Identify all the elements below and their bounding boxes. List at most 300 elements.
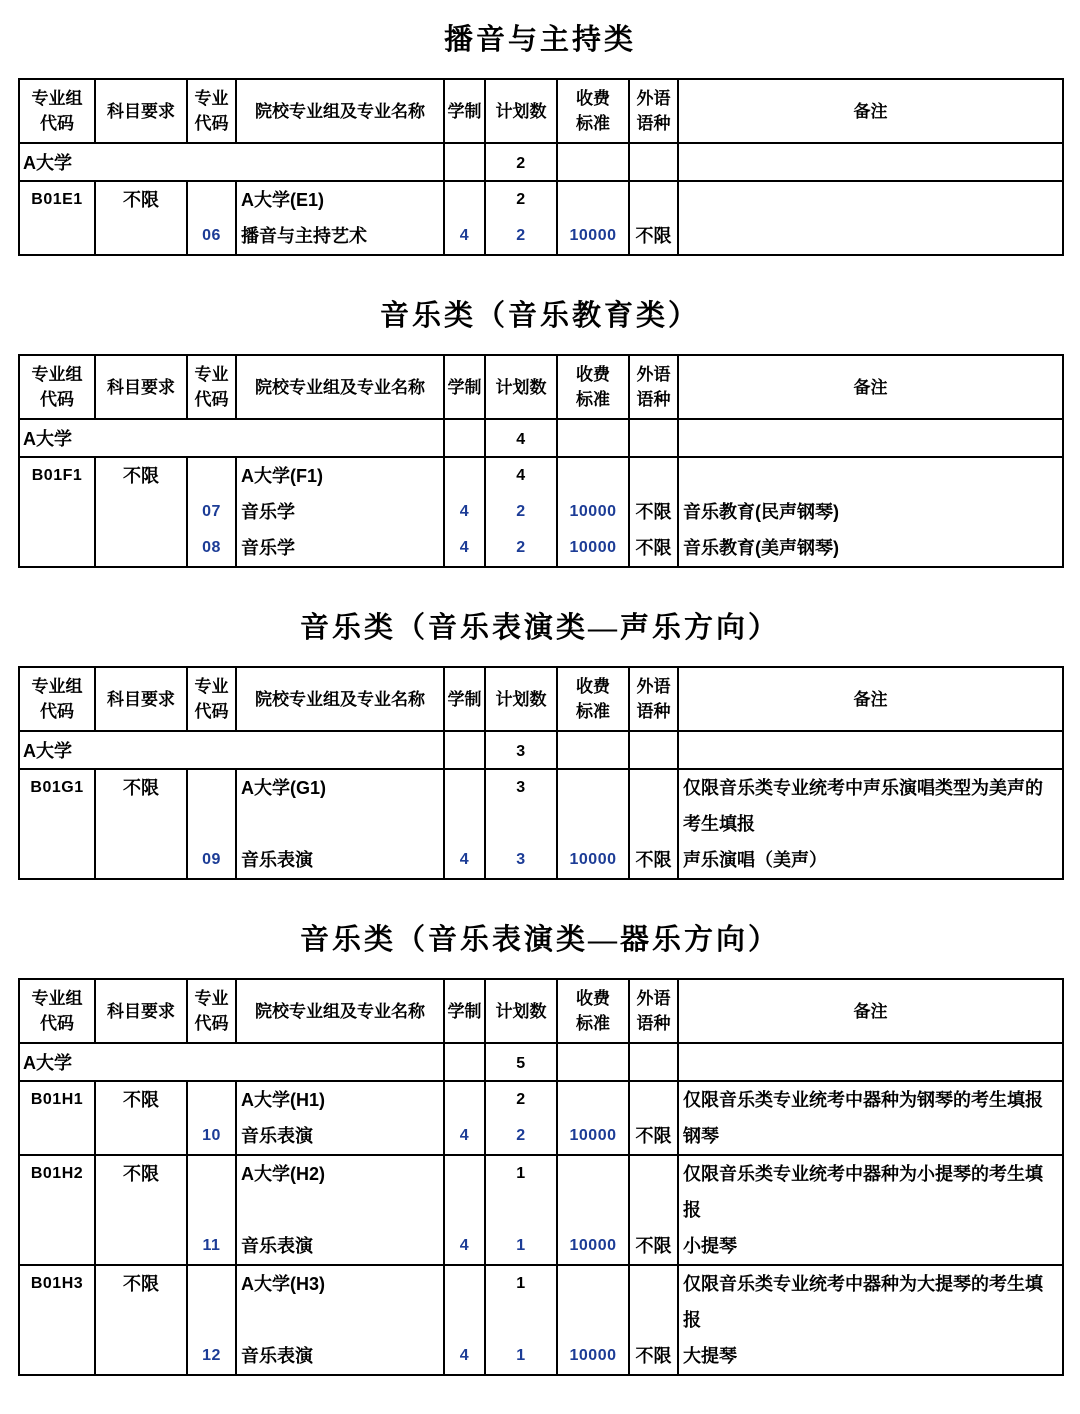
major-plan-count: 3 [516,851,526,868]
header-label: 语种 [636,1014,671,1033]
col-header-remark [678,79,1063,143]
major-fee: 10000 [569,227,617,244]
col-header-years [444,667,485,731]
group-plan-count: 1 [516,1165,526,1182]
col-header-fee [557,667,629,731]
header-label: 备注 [853,689,888,709]
cell-subject-req [95,769,187,879]
cell-remark-empty [678,1043,1063,1081]
group-name: A大学(H2) [241,1164,325,1184]
cell-group-code [19,181,95,255]
header-label: 科目要求 [107,1001,175,1021]
header-label: 收费 [576,89,610,108]
cell-major-code [187,769,236,879]
group-plan-count: 2 [516,1091,526,1108]
cell-years [444,769,485,879]
cell-fee [557,1155,629,1265]
header-label: 学制 [447,101,482,121]
cell-group-code [19,1081,95,1155]
col-header-remark [678,667,1063,731]
major-language: 不限 [635,226,672,246]
group-name: A大学(G1) [241,778,326,798]
header-label: 院校专业组及专业名称 [255,377,425,397]
header-label: 标准 [576,114,610,133]
university-row [19,143,1063,181]
cell-language-empty [629,143,678,181]
col-header-language [629,979,678,1043]
group-name: A大学(F1) [241,466,323,486]
major-language: 不限 [635,1236,672,1256]
cell-years [444,457,485,567]
cell-fee [557,1081,629,1155]
major-years: 4 [459,539,470,556]
header-label: 代码 [194,114,229,133]
col-header-subject-req [95,79,187,143]
cell-plan [485,1155,557,1265]
cell-plan [485,181,557,255]
header-label: 学制 [447,689,482,709]
cell-fee-empty [557,143,629,181]
major-language: 不限 [635,1346,672,1366]
cell-plan [485,769,557,879]
plan-table [18,78,1064,256]
col-header-plan [485,355,557,419]
col-header-name [236,355,444,419]
empty-line [558,1156,628,1228]
header-label: 代码 [194,702,229,721]
category-section-2 [18,298,1062,568]
header-label: 专业 [194,677,229,696]
major-fee: 10000 [569,539,617,556]
cell-name [236,181,444,255]
cell-years [444,1155,485,1265]
cell-plan-total [485,1043,557,1081]
group-plan-count: 2 [516,191,526,208]
col-header-subject-req [95,979,187,1043]
major-plan-count: 2 [516,1127,526,1144]
cell-years [444,1081,485,1155]
empty-line [188,770,235,842]
group-code: B01E1 [31,191,83,208]
cell-language [629,181,678,255]
col-header-language [629,79,678,143]
major-name: 音乐表演 [241,850,313,870]
group-code: B01H3 [30,1275,84,1292]
cell-fee [557,457,629,567]
cell-remark-empty [678,143,1063,181]
cell-name [236,457,444,567]
group-code: B01H1 [30,1091,84,1108]
cell-plan-total [485,143,557,181]
major-name: 音乐学 [241,538,295,558]
cell-group-code [19,769,95,879]
header-label: 学制 [447,377,482,397]
cell-university-name: A大学 [19,419,444,457]
header-label: 专业组 [31,677,83,696]
col-header-fee [557,79,629,143]
subject-requirement: 不限 [123,1090,159,1110]
cell-language [629,457,678,567]
col-header-remark [678,979,1063,1043]
cell-years-empty [444,419,485,457]
cell-subject-req [95,1081,187,1155]
university-row [19,1043,1063,1081]
header-label: 计划数 [495,689,547,709]
cell-plan-total [485,419,557,457]
header-label: 代码 [194,390,229,409]
empty-line [188,1266,235,1338]
empty-line [445,182,484,218]
header-label: 备注 [853,1001,888,1021]
major-fee: 10000 [569,1127,617,1144]
cell-fee-empty [557,1043,629,1081]
header-label: 代码 [40,114,74,133]
header-label: 院校专业组及专业名称 [255,1001,425,1021]
major-plan-count: 2 [516,227,526,244]
major-years: 4 [459,1237,470,1254]
header-label: 语种 [636,390,671,409]
header-label: 科目要求 [107,689,175,709]
table-header-row [19,355,1063,419]
header-label: 代码 [40,390,74,409]
header-label: 科目要求 [107,101,175,121]
col-header-plan [485,79,557,143]
major-code: 06 [202,227,221,244]
header-label: 专业组 [31,365,83,384]
cell-major-code [187,1265,236,1375]
empty-line [445,770,484,842]
major-language: 不限 [635,502,672,522]
university-row [19,731,1063,769]
empty-line [630,458,677,494]
major-group-row [19,769,1063,879]
empty-line [630,1082,677,1118]
col-header-subject-req [95,355,187,419]
cell-name [236,1265,444,1375]
empty-line [558,1266,628,1338]
subject-requirement: 不限 [123,190,159,210]
major-years: 4 [459,851,470,868]
cell-language [629,1081,678,1155]
header-label: 收费 [576,365,610,384]
major-code: 09 [202,851,221,868]
cell-years-empty [444,731,485,769]
cell-remark [678,181,1063,255]
header-label: 学制 [447,1001,482,1021]
major-fee: 10000 [569,1347,617,1364]
plan-table [18,354,1064,568]
empty-line [445,1266,484,1338]
major-code: 08 [202,539,221,556]
remark-line: 仅限音乐类专业统考中器种为小提琴的考生填 [683,1164,1043,1184]
cell-group-code [19,1265,95,1375]
university-plan-count: 3 [516,742,526,760]
group-remark [683,458,1048,494]
empty-line [630,770,677,842]
table-header-row [19,667,1063,731]
cell-language-empty [629,419,678,457]
major-fee: 10000 [569,503,617,520]
empty-line [445,1082,484,1118]
header-label: 备注 [853,101,888,121]
col-header-name [236,667,444,731]
university-plan-count: 4 [516,430,526,448]
cell-plan [485,1265,557,1375]
group-remark [683,1266,1048,1338]
empty-line [558,458,628,494]
cell-group-code [19,1155,95,1265]
group-name: A大学(E1) [241,190,325,210]
cell-subject-req [95,1155,187,1265]
section-title: 播音与主持类 [443,24,636,56]
group-remark [683,182,1048,218]
header-label: 外语 [636,677,671,696]
major-remark: 小提琴 [683,1236,737,1256]
cell-name [236,769,444,879]
col-header-language [629,667,678,731]
col-header-plan [485,979,557,1043]
major-remark: 声乐演唱（美声） [683,850,827,870]
major-plan-count: 1 [516,1237,526,1254]
group-code: B01H2 [30,1165,84,1182]
subject-requirement: 不限 [123,1274,159,1294]
major-years: 4 [459,503,470,520]
major-group-row [19,1081,1063,1155]
header-label: 专业 [194,89,229,108]
col-header-subject-req [95,667,187,731]
major-remark: 音乐教育(民声钢琴) [683,502,839,522]
cell-fee-empty [557,731,629,769]
header-label: 代码 [40,1014,74,1033]
header-label: 语种 [636,114,671,133]
group-name: A大学(H1) [241,1090,325,1110]
empty-line [188,458,235,494]
major-name: 音乐学 [241,502,295,522]
cell-major-code [187,457,236,567]
cell-remark [678,769,1063,879]
cell-subject-req [95,1265,187,1375]
empty-line [188,1156,235,1228]
group-plan-count: 3 [516,779,526,796]
major-remark: 钢琴 [683,1126,719,1146]
cell-language-empty [629,1043,678,1081]
university-row [19,419,1063,457]
header-label: 专业 [194,989,229,1008]
col-header-years [444,79,485,143]
empty-line [558,182,628,218]
cell-university-name: A大学 [19,1043,444,1081]
empty-line [558,1082,628,1118]
major-fee: 10000 [569,1237,617,1254]
cell-remark [678,1081,1063,1155]
header-label: 院校专业组及专业名称 [255,101,425,121]
header-label: 代码 [194,1014,229,1033]
major-plan-count: 2 [516,503,526,520]
major-years: 4 [459,227,470,244]
cell-remark [678,457,1063,567]
cell-major-code [187,181,236,255]
group-code: B01G1 [30,779,84,796]
header-label: 代码 [40,702,74,721]
col-header-fee [557,355,629,419]
cell-plan [485,1081,557,1155]
table-header-row [19,79,1063,143]
col-header-major-code [187,979,236,1043]
empty-line [188,182,235,218]
major-group-row [19,457,1063,567]
group-remark [683,1156,1048,1228]
major-remark: 大提琴 [683,1346,737,1366]
header-label: 标准 [576,702,610,721]
cell-fee [557,1265,629,1375]
subject-requirement: 不限 [123,466,159,486]
col-header-group-code [19,79,95,143]
plan-table [18,978,1064,1376]
cell-remark [678,1265,1063,1375]
cell-years [444,181,485,255]
major-name: 音乐表演 [241,1346,313,1366]
header-label: 计划数 [495,101,547,121]
empty-line [445,458,484,494]
empty-line [445,1156,484,1228]
cell-language [629,769,678,879]
major-group-row [19,1265,1063,1375]
header-label: 标准 [576,390,610,409]
col-header-years [444,355,485,419]
group-remark [683,770,1048,842]
cell-major-code [187,1081,236,1155]
col-header-name [236,79,444,143]
cell-name [236,1081,444,1155]
major-remark [683,218,1048,254]
col-header-group-code [19,667,95,731]
remark-line: 考生填报 [683,814,755,834]
empty-line [558,770,628,842]
major-name: 音乐表演 [241,1126,313,1146]
col-header-group-code [19,979,95,1043]
major-name: 播音与主持艺术 [241,226,367,246]
col-header-group-code [19,355,95,419]
section-title: 音乐类（音乐表演类—声乐方向） [299,612,780,644]
cell-major-code [187,1155,236,1265]
cell-fee [557,181,629,255]
col-header-major-code [187,355,236,419]
cell-years-empty [444,1043,485,1081]
cell-language [629,1155,678,1265]
header-label: 收费 [576,677,610,696]
cell-remark-empty [678,419,1063,457]
section-title: 音乐类（音乐表演类—器乐方向） [299,924,780,956]
major-remark: 音乐教育(美声钢琴) [683,538,839,558]
col-header-language [629,355,678,419]
header-label: 标准 [576,1014,610,1033]
empty-line [630,1266,677,1338]
remark-line: 报 [683,1310,701,1330]
header-label: 院校专业组及专业名称 [255,689,425,709]
col-header-plan [485,667,557,731]
header-label: 备注 [853,377,888,397]
table-header-row [19,979,1063,1043]
empty-line [188,1082,235,1118]
cell-plan [485,457,557,567]
empty-line [630,1156,677,1228]
header-label: 专业组 [31,89,83,108]
major-code: 10 [202,1127,221,1144]
category-section-4 [18,922,1062,1376]
major-name: 音乐表演 [241,1236,313,1256]
col-header-years [444,979,485,1043]
major-plan-count: 2 [516,539,526,556]
major-years: 4 [459,1347,470,1364]
cell-remark-empty [678,731,1063,769]
cell-university-name: A大学 [19,731,444,769]
cell-subject-req [95,457,187,567]
col-header-major-code [187,667,236,731]
cell-subject-req [95,181,187,255]
header-label: 外语 [636,89,671,108]
major-group-row [19,1155,1063,1265]
major-fee: 10000 [569,851,617,868]
major-code: 11 [202,1237,221,1254]
header-label: 外语 [636,989,671,1008]
subject-requirement: 不限 [123,778,159,798]
category-section-1 [18,22,1062,256]
cell-name [236,1155,444,1265]
subject-requirement: 不限 [123,1164,159,1184]
header-label: 计划数 [495,1001,547,1021]
col-header-remark [678,355,1063,419]
cell-language [629,1265,678,1375]
remark-line: 报 [683,1200,701,1220]
university-plan-count: 5 [516,1054,526,1072]
col-header-name [236,979,444,1043]
cell-university-name: A大学 [19,143,444,181]
cell-plan-total [485,731,557,769]
cell-years [444,1265,485,1375]
group-code: B01F1 [31,467,83,484]
cell-language-empty [629,731,678,769]
header-label: 外语 [636,365,671,384]
major-language: 不限 [635,538,672,558]
remark-line: 仅限音乐类专业统考中声乐演唱类型为美声的 [683,778,1043,798]
group-plan-count: 4 [516,467,526,484]
major-code: 12 [202,1347,221,1364]
header-label: 计划数 [495,377,547,397]
col-header-major-code [187,79,236,143]
plan-table [18,666,1064,880]
group-remark: 仅限音乐类专业统考中器种为钢琴的考生填报 [683,1090,1043,1110]
major-years: 4 [459,1127,470,1144]
major-plan-count: 1 [516,1347,526,1364]
empty-line [630,182,677,218]
header-label: 科目要求 [107,377,175,397]
cell-fee-empty [557,419,629,457]
header-label: 语种 [636,702,671,721]
group-plan-count: 1 [516,1275,526,1292]
col-header-fee [557,979,629,1043]
major-language: 不限 [635,850,672,870]
category-section-3 [18,610,1062,880]
major-language: 不限 [635,1126,672,1146]
university-plan-count: 2 [516,154,526,172]
remark-line: 仅限音乐类专业统考中器种为大提琴的考生填 [683,1274,1043,1294]
section-title: 音乐类（音乐教育类） [379,300,700,332]
major-group-row [19,181,1063,255]
header-label: 专业组 [31,989,83,1008]
cell-fee [557,769,629,879]
group-name: A大学(H3) [241,1274,325,1294]
cell-years-empty [444,143,485,181]
